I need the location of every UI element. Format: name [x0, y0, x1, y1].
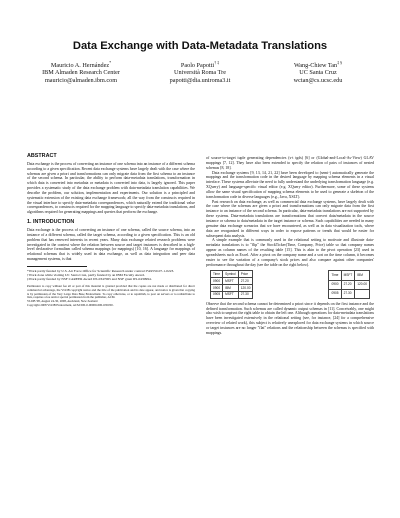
paragraph: Observe that the second schema cannot be determined a priori since it depends on the first instance and the defined transformation. Such schemas are called dynamic output schemas in [11]. Conceivably, one might also wish to unpivot the right table to obtain the left one. Although operations for data-metadata translations have been investigated extensively in the relational setting (see, for instance, [24] for a comprehensive overview of related work), this subject is relatively unexplored for data exchange systems in which source or target instances are no longer "flat" relations and the relationship between the schemas is specified with mappings.: [206, 301, 375, 335]
intro-heading: 1. INTRODUCTION: [27, 219, 75, 226]
table-cell: [355, 289, 370, 298]
table-row: [211, 291, 253, 298]
paragraph: of source-to-target tuple generating dependencies (s-t tgds) [6] or (Global-and-Local-As-View) GLAV mappings [7, 12]. They have also been extended to specify the relation of pairs of instances of nested schemas [8, 18].: [206, 156, 374, 170]
stockticker-table: [210, 270, 253, 298]
author-mark: † ‡: [214, 60, 220, 65]
author-affiliation: IBM Almaden Research Center: [42, 69, 120, 77]
abstract-heading: ABSTRACT: [27, 153, 57, 159]
table-cell: IBM: [223, 285, 239, 292]
table-cell: 0900: [211, 285, 223, 292]
author-block-1: [22, 59, 140, 84]
pivoted-table: [328, 270, 370, 298]
table-cell: 120.00: [355, 280, 370, 289]
abstract-text: Data exchange is the process of converting an instance of one schema into an instance of a different schema according to a given specification. Recent data exchange systems have largely dealt with the case where the schemas are given a priori and transformations can only migrate data from the first schema to an instance of the second schema. In particular, the ability to perform data-metadata translations, transformation in which data is converted into metadata or metadata is converted into data, is largely ignored. This paper provides a systematic study of the data exchange problem with data-metadata translation capabilities. We describe the problem, our solution, implementation and experiments. Our solution is a principled and systematic extension of the existing data exchange framework; all the way from the constructs required in the visual interface to specify data-metadata correspondences, which naturally extend the traditional value correspondences, to constructs required for the mapping language to specify data-metadata translations, and algorithms required for generating mappings and queries that perform the exchange.: [27, 161, 195, 215]
table-header: IBM: [355, 271, 370, 280]
table-cell: 27.20: [238, 278, 253, 285]
table-header: Price: [238, 271, 253, 278]
paper-title: Data Exchange with Data-Metadata Translations: [72, 40, 328, 52]
copyright-block: [27, 285, 195, 308]
author-mark: ‡ §: [337, 60, 343, 65]
table-header: Symbol: [223, 271, 239, 278]
paragraph: A simple example that is commonly used in the relational setting to motivate and illustrate data-metadata translations is to "flip" the StockTicker(Time, Company, Price) table so that company names appear as column names of the resulting table [15]. This is akin to the pivot operation [23] used in spreadsheets such as Excel. After a pivot on the company name and a sort on the time column, it becomes easier to see the variation of a company's stock prices and also compare against other companies' performance throughout the day (see the table on the right below).: [206, 238, 374, 267]
table-header: Time: [329, 271, 341, 280]
paragraph: Past research on data exchange, as well as commercial data exchange systems, have largely dealt with the case where the schemas are given a priori and transformations can only migrate data from the first instance to an instance of the second schema. In particular, data-metadata translations are not supported by these systems. Data-metadata translations are transformations that convert data/metadata in the source instance or schema to data/metadata in the target instance or schema. Such capabilities are needed in many genuine data exchange scenarios that we have encountered, as well as in data visualization tools, where data are reorganized in different ways in order to expose patterns or trends that would be easier for subsequent data analysis.: [206, 199, 374, 238]
table-row: [211, 285, 253, 292]
footnotes: [27, 269, 195, 282]
author-affiliation: Università Roma Tre: [174, 69, 226, 77]
footnote: †Work done while visiting UC Santa Cruz, partly funded by an IBM Faculty Award.: [27, 273, 145, 278]
stock-tables: [210, 270, 370, 298]
author-name: Wang-Chiew Tan: [293, 62, 338, 70]
author-block-2: [141, 59, 259, 84]
table-cell: 27.30: [238, 291, 253, 298]
table-cell: 120.00: [238, 285, 253, 292]
right-column: [206, 156, 374, 336]
table-cell: 0900: [329, 280, 341, 289]
table-cell: MSFT: [223, 278, 239, 285]
table-cell: 27.30: [341, 289, 355, 298]
venue-line: VLDB '08, August 24-30, 2008, Auckland, New Zealand: [27, 299, 98, 304]
author-email: mauricio@almaden.ibm.com: [44, 76, 118, 84]
author-mark: *: [109, 60, 112, 65]
intro-paragraph: Data exchange is the process of converting an instance of one schema, called the source schema, into an instance of a different schema, called the target schema, according to a given specification. This is an old problem that has renewed interests in recent years. Many data exchange related research problems were investigated in the context where the relation between source and target instances is described in a high-level declarative formalism called schema mappings (or mappings) [10, 16]. A language for mappings of relational schemas that is widely used in data exchange, as well as data integration and peer data management systems, is that: [27, 227, 195, 262]
table-cell: 0900: [211, 278, 223, 285]
author-name: Paolo Papotti: [180, 62, 215, 70]
table-row: [211, 278, 253, 285]
author-block-3: [259, 59, 377, 84]
table-header: MSFT: [341, 271, 355, 280]
footnote: *Work partly funded by U.S. Air Force Office for Scientific Research under contract FA9550-07-1-0223.: [27, 268, 175, 273]
footnote: ‡Work partly funded by NSF CAREER Award IIS-0347065 and NSF grant IIS-0430994.: [27, 277, 152, 282]
author-email: wctan@cs.ucsc.edu: [293, 76, 343, 84]
paragraph: Data exchange systems [9, 13, 14, 21, 22] have been developed to (semi-) automatically generate the mappings and the transformation code in the desired language by mapping schema elements in a visual interface. These systems alleviate the need to fully understand the underlying transformation language (e.g. XQuery) and language-specific visual editor (e.g. XQuery editor). Furthermore, some of these systems allow the same visual specification of mapping schema elements to be used to generate a skeleton of the transformation code in diverse languages (e.g., Java, XSLT).: [206, 170, 374, 199]
table-header: Time: [211, 271, 223, 278]
left-column: [27, 152, 195, 308]
footnote-rule: [27, 266, 87, 267]
author-name: Mauricio A. Hernández: [50, 62, 110, 70]
table-row: [329, 280, 370, 289]
author-affiliation: UC Santa Cruz: [299, 69, 337, 77]
table-cell: 0905: [211, 291, 223, 298]
author-email: papotti@dia.uniroma3.it: [169, 76, 231, 84]
venue-copyright: Copyright 2008 VLDB Endowment, ACM 000-0-00000-000-0/00/00.: [27, 303, 114, 308]
copyright-text: Permission to copy without fee all or part of this material is granted provided that the copies are not made or distributed for direct commercial advantage, the VLDB copyright notice and the title of the publication and its date appear, and notice is given that copying is by permission of the Very Large Data Base Endowment. To copy otherwise, or to republish, to post on servers or to redistribute to lists, requires a fee and/or special permission from the publisher, ACM.: [27, 283, 195, 300]
table-cell: 27.20: [341, 280, 355, 289]
table-row: [329, 289, 370, 298]
table-cell: MSFT: [223, 291, 239, 298]
table-cell: 0905: [329, 289, 341, 298]
